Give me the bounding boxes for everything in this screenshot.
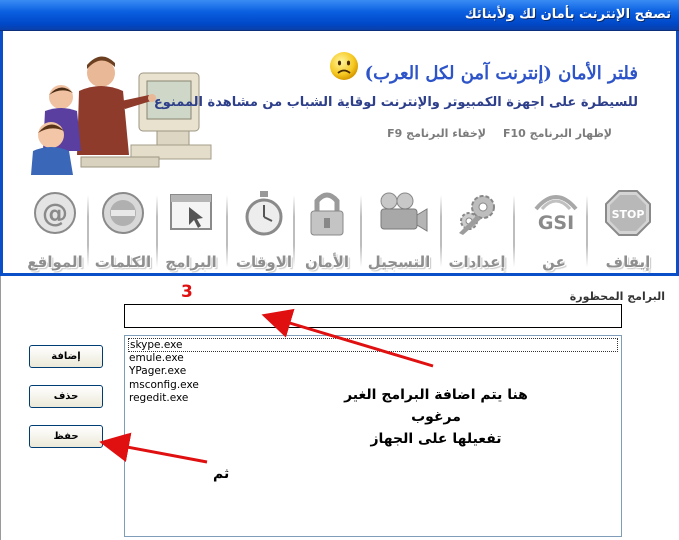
svg-text:@: @	[42, 199, 68, 229]
list-item[interactable]: msconfig.exe	[129, 378, 199, 391]
toolbar-security-label: الأمان	[304, 253, 350, 271]
toolbar-stop-button[interactable]	[594, 189, 662, 269]
words-disc-icon	[99, 189, 147, 237]
delete-button[interactable]: حذف	[29, 385, 103, 408]
annotation-line-1: هنا يتم اضافة البرامج الغير مرغوب	[344, 387, 528, 425]
toolbar-about-label: عن	[542, 253, 566, 271]
add-button[interactable]: إضافة	[29, 345, 103, 368]
hotkey-hide-hint: لإخفاء البرنامج F9	[387, 127, 486, 140]
svg-text:GSI: GSI	[537, 212, 575, 234]
list-item[interactable]: emule.exe	[129, 351, 184, 364]
save-button[interactable]: حفظ	[29, 425, 103, 448]
step-number: 3	[181, 282, 193, 302]
padlock-icon	[303, 189, 351, 237]
toolbar-words-button[interactable]	[89, 189, 157, 269]
blocked-programs-panel	[0, 276, 679, 540]
toolbar-separator	[226, 195, 228, 267]
sad-face-icon	[329, 51, 359, 81]
toolbar-recording-label: التسجيل	[367, 253, 431, 271]
toolbar-times-button[interactable]	[230, 189, 298, 269]
gsi-logo-icon	[530, 189, 582, 237]
stop-sign-icon	[604, 189, 652, 237]
toolbar-separator	[440, 195, 442, 267]
annotation-arrows	[1, 276, 679, 540]
list-item[interactable]: YPager.exe	[129, 365, 187, 377]
toolbar-security-button[interactable]	[293, 189, 361, 269]
toolbar-stop-label: إيقاف	[605, 253, 651, 271]
toolbar-recording-button[interactable]	[365, 189, 433, 269]
annotation-then: ثم	[213, 466, 230, 482]
camera-icon	[375, 189, 429, 237]
arrow-to-input	[273, 318, 433, 366]
at-sign-icon	[31, 189, 79, 237]
app-brand-title: فلتر الأمان (إنترنت آمن لكل العرب)	[364, 63, 638, 84]
toolbar-programs-label: البرامج	[165, 253, 217, 271]
toolbar-settings-button[interactable]	[443, 189, 511, 269]
toolbar-separator	[513, 195, 515, 267]
toolbar-words-label: الكلمات	[94, 253, 152, 271]
stopwatch-icon	[240, 189, 288, 237]
program-window-icon	[167, 189, 215, 237]
blocked-programs-label: البرامج المحظورة	[569, 290, 665, 303]
toolbar-times-label: الاوقات	[235, 253, 293, 271]
list-item[interactable]: skype.exe	[128, 338, 618, 352]
main-toolbar	[0, 179, 679, 276]
toolbar-settings-label: إعدادات	[448, 253, 506, 271]
toolbar-sites-button[interactable]	[21, 189, 89, 269]
window-title: تصفح الإنترنت بأمان لك ولأبنائك	[464, 7, 671, 22]
app-header	[0, 31, 679, 179]
toolbar-sites-label: المواقع	[27, 253, 83, 271]
arrow-to-save	[111, 444, 207, 462]
hotkey-show-hint: لإظهار البرنامج F10	[503, 127, 612, 140]
toolbar-about-button[interactable]	[520, 189, 588, 269]
app-tagline: للسيطرة على اجهزة الكمبيوتر والإنترنت لوقاية الشباب من مشاهدة الممنوع	[153, 95, 638, 110]
title-bar[interactable]	[0, 0, 679, 31]
gears-icon	[453, 189, 503, 237]
list-item[interactable]: regedit.exe	[129, 392, 189, 404]
annotation-line-2: تفعيلها على الجهاز	[370, 431, 502, 447]
svg-text:STOP: STOP	[611, 208, 645, 221]
toolbar-programs-button[interactable]	[157, 189, 225, 269]
